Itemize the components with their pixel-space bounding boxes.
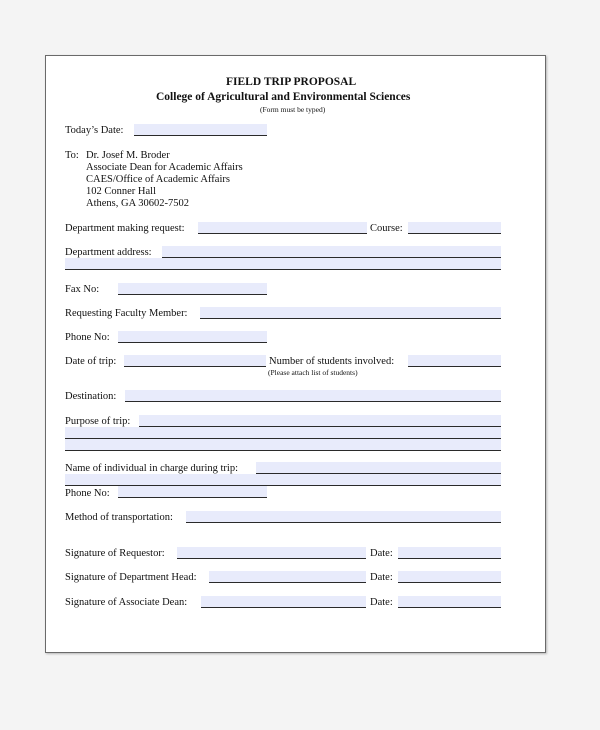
trip-date-field[interactable]	[124, 355, 266, 367]
date-assoc-dean-label: Date:	[370, 597, 393, 608]
date-requestor-label: Date:	[370, 548, 393, 559]
dept-address-field-1[interactable]	[162, 246, 501, 258]
sig-assoc-dean-field[interactable]	[201, 596, 366, 608]
in-charge-field-2[interactable]	[65, 474, 501, 486]
attach-note: (Please attach list of students)	[268, 368, 358, 377]
purpose-field-1[interactable]	[139, 415, 501, 427]
transport-label: Method of transportation:	[65, 512, 173, 523]
fax-label: Fax No:	[65, 284, 100, 295]
form-page	[45, 55, 546, 653]
recipient-name: Dr. Josef M. Broder	[86, 150, 170, 161]
form-title: FIELD TRIP PROPOSAL	[226, 76, 357, 88]
date-dept-head-label: Date:	[370, 572, 393, 583]
in-charge-phone-label: Phone No:	[65, 488, 110, 499]
todays-date-label: Today’s Date:	[65, 125, 124, 136]
typed-note: (Form must be typed)	[260, 105, 326, 114]
to-label: To:	[65, 150, 79, 161]
sig-dept-head-field[interactable]	[209, 571, 366, 583]
dept-request-label: Department making request:	[65, 223, 185, 234]
todays-date-field[interactable]	[134, 124, 267, 136]
recipient-city: Athens, GA 30602-7502	[86, 198, 189, 209]
purpose-field-2[interactable]	[65, 427, 501, 439]
recipient-office: CAES/Office of Academic Affairs	[86, 174, 230, 185]
college-name: College of Agricultural and Environmental Sciences	[156, 91, 411, 103]
purpose-field-3[interactable]	[65, 439, 501, 451]
date-requestor-field[interactable]	[398, 547, 501, 559]
destination-field[interactable]	[125, 390, 501, 402]
faculty-label: Requesting Faculty Member:	[65, 308, 188, 319]
date-assoc-dean-field[interactable]	[398, 596, 501, 608]
dept-request-field[interactable]	[198, 222, 367, 234]
num-students-label: Number of students involved:	[269, 356, 395, 367]
destination-label: Destination:	[65, 391, 117, 402]
date-dept-head-field[interactable]	[398, 571, 501, 583]
sig-requestor-field[interactable]	[177, 547, 366, 559]
in-charge-field-1[interactable]	[256, 462, 501, 474]
dept-address-field-2[interactable]	[65, 258, 501, 270]
recipient-street: 102 Conner Hall	[86, 186, 156, 197]
transport-field[interactable]	[186, 511, 501, 523]
fax-field[interactable]	[118, 283, 267, 295]
faculty-field[interactable]	[200, 307, 501, 319]
in-charge-label: Name of individual in charge during trip:	[65, 463, 239, 474]
num-students-field[interactable]	[408, 355, 501, 367]
course-label: Course:	[370, 223, 403, 234]
phone-field[interactable]	[118, 331, 267, 343]
sig-dept-head-label: Signature of Department Head:	[65, 572, 197, 583]
in-charge-phone-field[interactable]	[118, 486, 267, 498]
phone-label: Phone No:	[65, 332, 110, 343]
purpose-label: Purpose of trip:	[65, 416, 131, 427]
recipient-title: Associate Dean for Academic Affairs	[86, 162, 243, 173]
sig-assoc-dean-label: Signature of Associate Dean:	[65, 597, 188, 608]
sig-requestor-label: Signature of Requestor:	[65, 548, 165, 559]
course-field[interactable]	[408, 222, 501, 234]
trip-date-label: Date of trip:	[65, 356, 117, 367]
dept-address-label: Department address:	[65, 247, 152, 258]
